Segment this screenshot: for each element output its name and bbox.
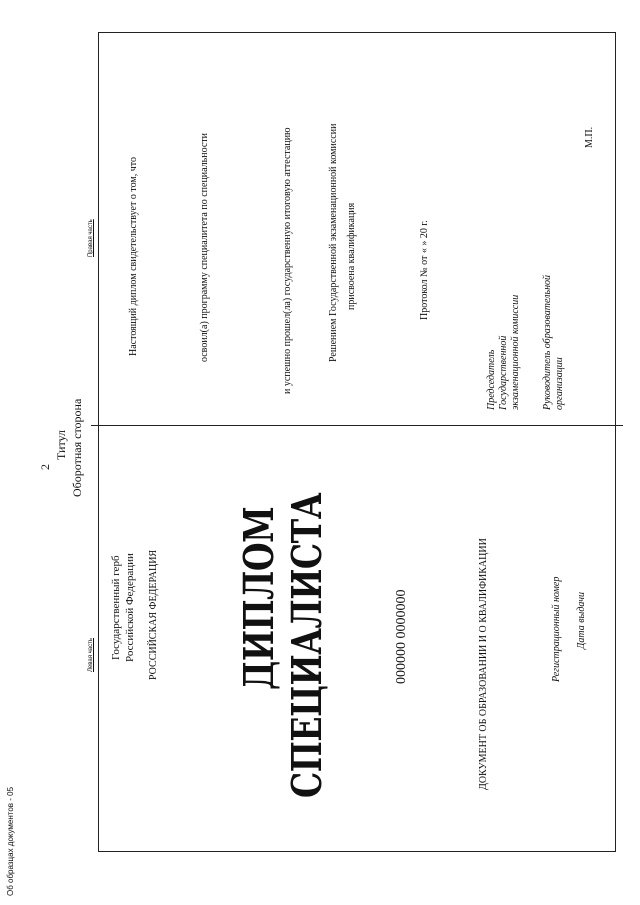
- chairman-line-2: Государственной: [498, 335, 509, 410]
- page-number: 2: [38, 464, 52, 470]
- header-title: Титул: [54, 430, 68, 460]
- stamp-place: М.П.: [584, 126, 595, 148]
- registration-number-label: Регистрационный номер: [551, 576, 562, 682]
- fold-tick-left: [91, 425, 98, 426]
- program-line: освоил(а) программу специалитета по специальности: [199, 133, 210, 362]
- commission-decision-line: Решением Государственной экзаменационной комиссии: [328, 123, 339, 362]
- emblem-line-2: Российской Федерации: [124, 553, 136, 662]
- right-part-label: Правая часть: [88, 219, 94, 257]
- issue-date-label: Дата выдачи: [576, 591, 587, 649]
- certify-line: Настоящий диплом свидетельствует о том, что: [128, 157, 139, 356]
- attestation-line: и успешно прошел(ла) государственную итоговую аттестацию: [282, 127, 293, 394]
- header-subtitle: Оборотная сторона: [70, 398, 84, 497]
- diploma-title-word-2: СПЕЦИАЛИСТА: [282, 492, 331, 798]
- diploma-number: 000000 0000000: [394, 589, 409, 684]
- chairman-line-3: экзаменационной комиссии: [510, 294, 521, 410]
- country-name: РОССИЙСКАЯ ФЕДЕРАЦИЯ: [148, 549, 159, 680]
- center-divider: [98, 425, 616, 426]
- diploma-frame: [98, 32, 616, 852]
- footer-note: Об образцах документов - 05: [6, 786, 15, 896]
- qualification-line: присвоена квалификация: [346, 202, 357, 310]
- fold-tick-right: [616, 425, 623, 426]
- head-line-1: Руководитель образовательной: [542, 274, 553, 410]
- head-line-2: организации: [554, 357, 565, 410]
- chairman-line-1: Председатель: [486, 349, 497, 410]
- left-part-label: Левая часть: [88, 638, 94, 672]
- document-type: ДОКУМЕНТ ОБ ОБРАЗОВАНИИ И О КВАЛИФИКАЦИИ: [478, 538, 489, 790]
- protocol-line: Протокол № от « » 20 г.: [419, 220, 430, 320]
- emblem-line-1: Государственный герб: [110, 555, 122, 660]
- diploma-title-word-1: ДИПЛОМ: [234, 506, 283, 690]
